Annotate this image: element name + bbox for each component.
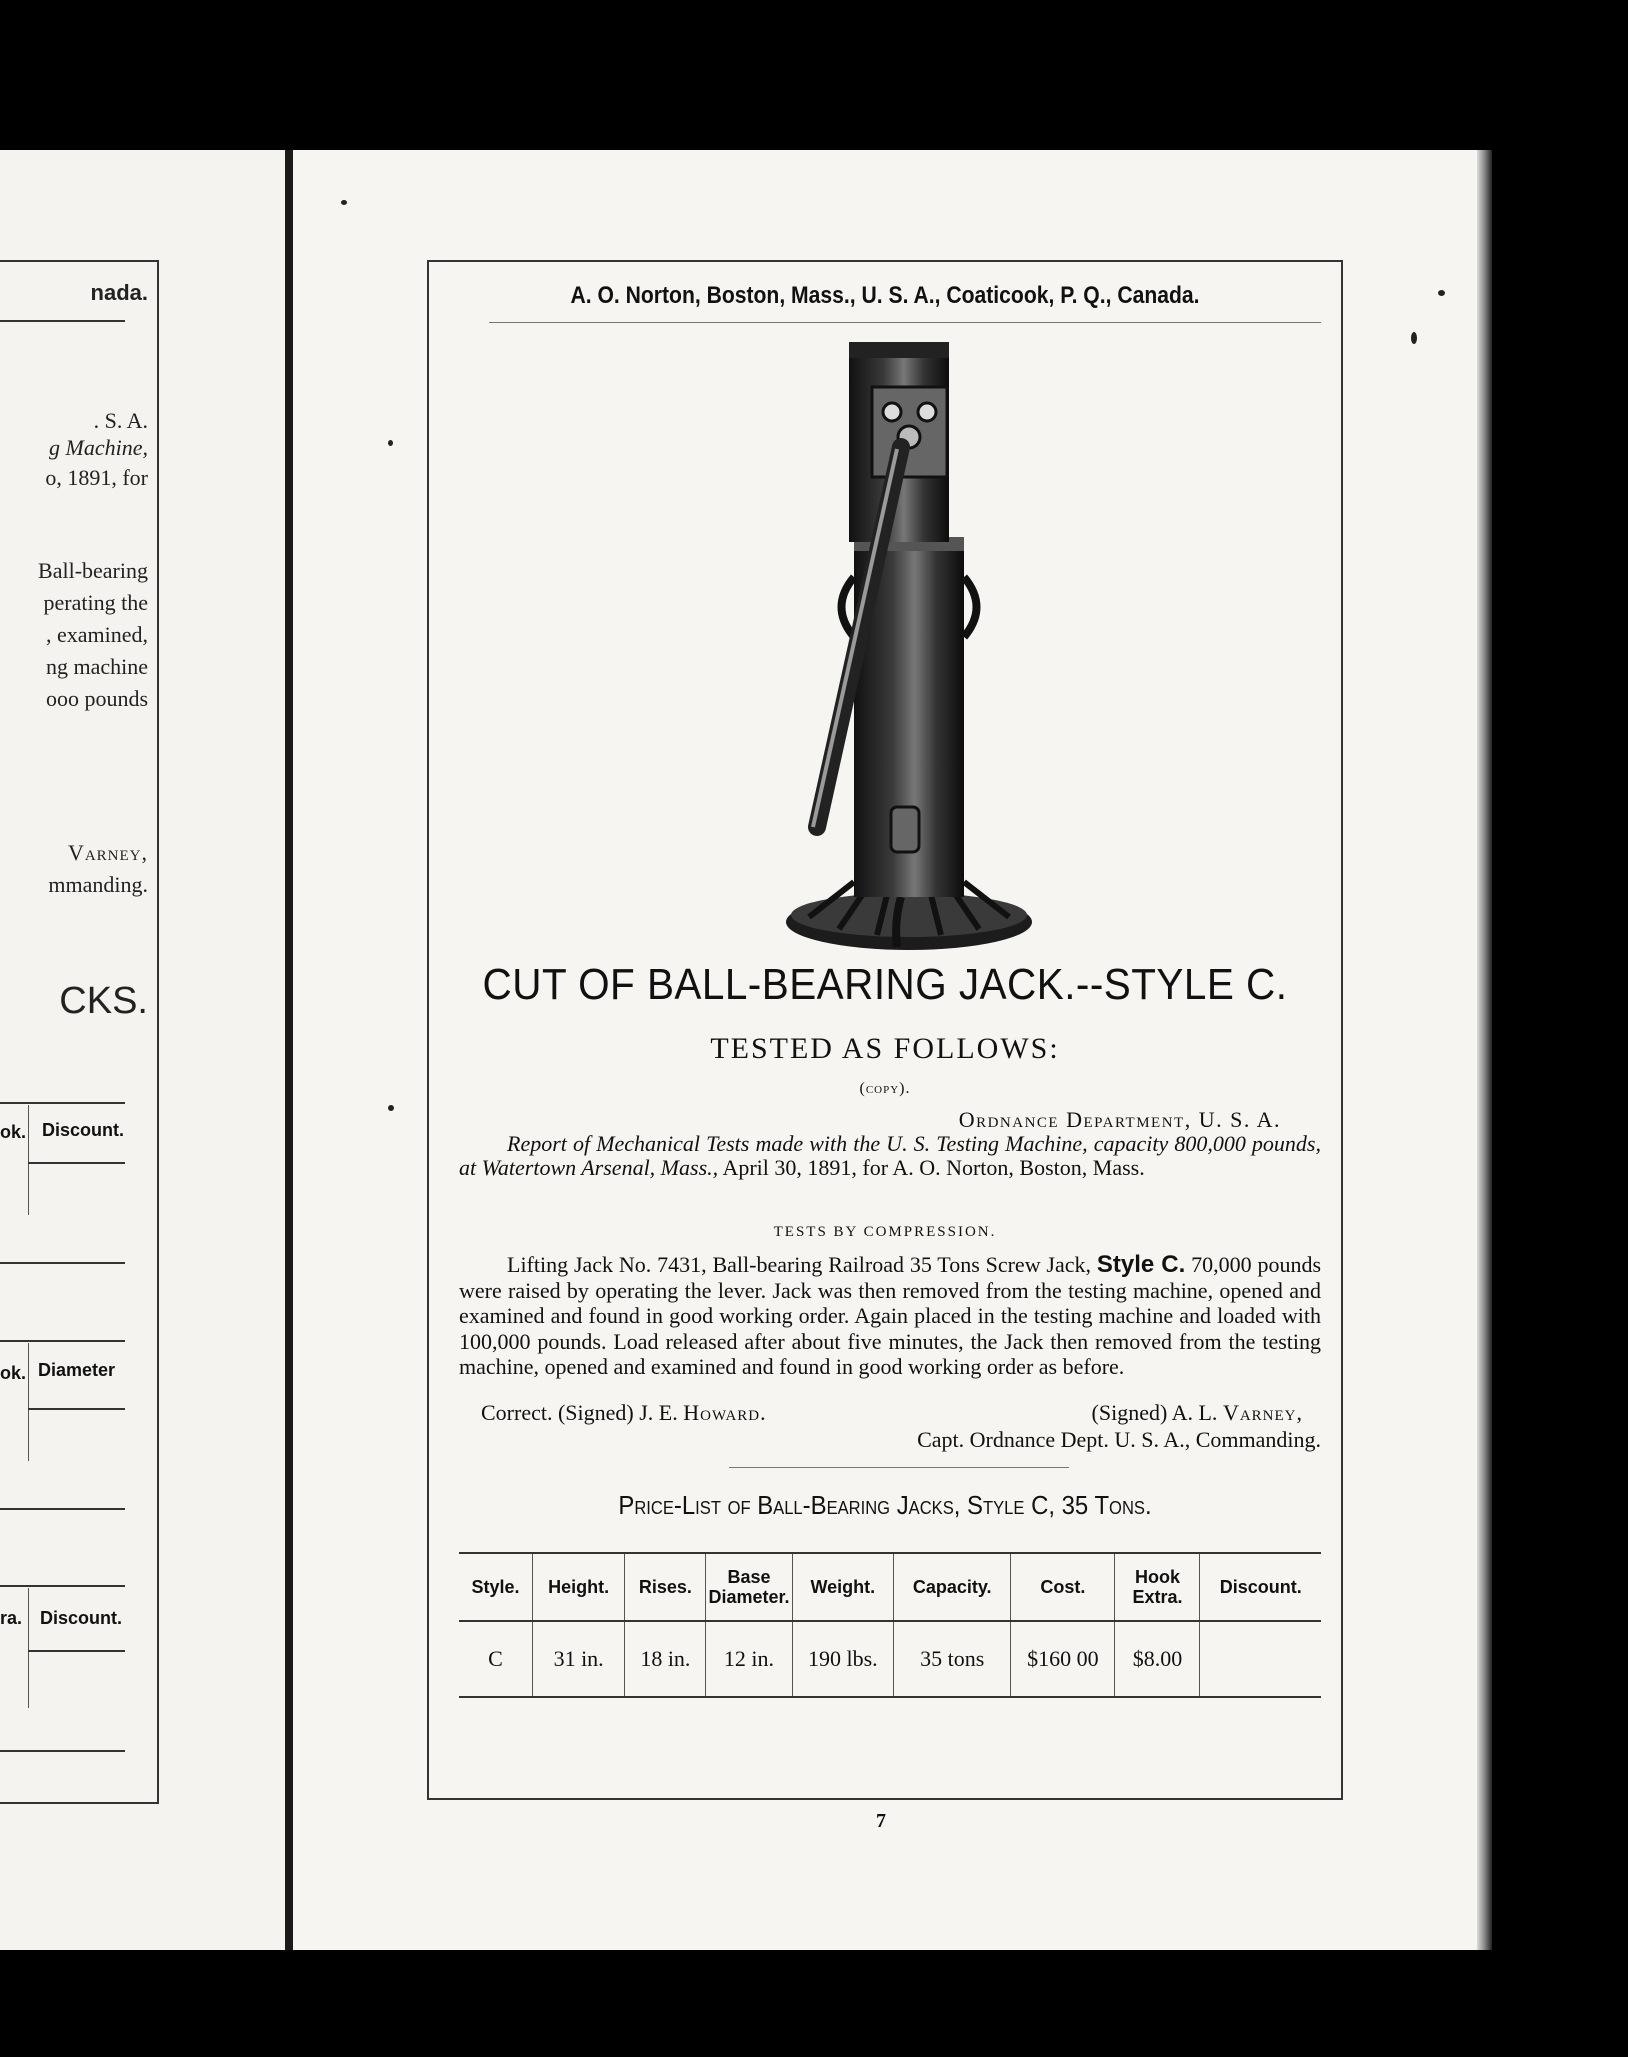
cell-rises: 18 in. bbox=[625, 1621, 706, 1697]
signed-name: Varney, bbox=[1222, 1400, 1303, 1425]
left-line: Ball-bearing bbox=[38, 558, 148, 583]
report-plain: April 30, 1891, for A. O. Norton, Boston, Mass. bbox=[722, 1155, 1145, 1180]
left-page bbox=[0, 150, 285, 1950]
left-line: , examined, bbox=[45, 622, 148, 647]
cell-base-diameter: 12 in. bbox=[706, 1621, 792, 1697]
left-line: o, 1891, for bbox=[45, 465, 148, 490]
col-height: Height. bbox=[532, 1553, 624, 1621]
left-table3-col: Discount. bbox=[40, 1608, 123, 1628]
left-table1-bottom bbox=[0, 1262, 125, 1264]
left-table2-col: Diameter bbox=[38, 1360, 116, 1380]
left-table1-divider bbox=[28, 1105, 29, 1215]
cell-discount bbox=[1200, 1621, 1321, 1697]
left-page-frame bbox=[0, 260, 159, 1804]
correct-prefix: Correct. (Signed) J. E. bbox=[481, 1400, 678, 1425]
price-list-title: Price-List of Ball-Bearing Jacks, Style C, 35 Tons. bbox=[618, 1490, 1152, 1520]
correct-name: Howard. bbox=[683, 1400, 767, 1425]
right-page bbox=[293, 150, 1492, 1950]
ordnance-department: Ordnance Department, U. S. A. bbox=[958, 1107, 1281, 1132]
left-line: g Machine, bbox=[49, 435, 148, 460]
page-number: 7 bbox=[876, 1810, 886, 1832]
page-header: A. O. Norton, Boston, Mass., U. S. A., Coaticook, P. Q., Canada. bbox=[570, 282, 1200, 309]
price-table-header bbox=[459, 1553, 1321, 1621]
left-line: ng machine bbox=[45, 654, 148, 679]
left-table1-headrule bbox=[28, 1162, 125, 1164]
cell-capacity: 35 tons bbox=[894, 1621, 1011, 1697]
left-table3-divider bbox=[28, 1588, 29, 1708]
cell-weight: 190 lbs. bbox=[792, 1621, 894, 1697]
book-gutter bbox=[285, 150, 293, 1950]
cell-height: 31 in. bbox=[532, 1621, 624, 1697]
test-paragraph bbox=[459, 1252, 1321, 1380]
left-table1-col: Discount. bbox=[42, 1120, 125, 1140]
left-table2-col: ok. bbox=[0, 1363, 27, 1383]
paper-speck bbox=[341, 200, 347, 205]
page-title: CUT OF BALL-BEARING JACK.--STYLE C. bbox=[482, 960, 1288, 1009]
left-line: perating the bbox=[43, 590, 148, 615]
left-line: ooo pounds bbox=[45, 686, 148, 711]
col-discount: Discount. bbox=[1200, 1553, 1321, 1621]
left-table3-top bbox=[0, 1585, 125, 1587]
test-body: 70,000 pounds were raised by operating the lever. Jack was then removed from the testing machine, opened and examined and found in good working order. Again placed in the testing machine and loaded with 100,000 pounds. Load released after about five minutes, the Jack then removed from the testing machine, opened and examined and found in good working order as before. bbox=[459, 1252, 1321, 1379]
left-table1-col: ok. bbox=[0, 1122, 27, 1142]
style-c-label: Style C. bbox=[1096, 1251, 1186, 1278]
cell-style: C bbox=[459, 1621, 532, 1697]
col-cost: Cost. bbox=[1011, 1553, 1115, 1621]
signed-signature bbox=[1092, 1400, 1303, 1426]
left-header-rule bbox=[0, 320, 125, 322]
page-subtitle: TESTED AS FOLLOWS: bbox=[710, 1032, 1060, 1065]
left-table2-divider bbox=[28, 1343, 29, 1461]
left-line: . S. A. bbox=[93, 408, 148, 433]
col-style: Style. bbox=[459, 1553, 532, 1621]
price-table bbox=[459, 1552, 1321, 1698]
copy-label: (copy). bbox=[859, 1080, 911, 1097]
page-edge bbox=[1477, 150, 1492, 1950]
report-paragraph bbox=[459, 1132, 1321, 1180]
col-rises: Rises. bbox=[625, 1553, 706, 1621]
signed-prefix: (Signed) A. L. bbox=[1091, 1400, 1218, 1425]
left-table3-bottom bbox=[0, 1750, 125, 1752]
col-base-diameter: Base Diameter. bbox=[706, 1553, 792, 1621]
test-intro: Lifting Jack No. 7431, Ball-bearing Railroad 35 Tons Screw Jack, bbox=[507, 1252, 1092, 1277]
left-table2-bottom bbox=[0, 1508, 125, 1510]
header-rule bbox=[489, 322, 1321, 323]
report-italic: Report of Mechanical Tests made with the U. S. Testing Machine, capacity 800,000 pounds, at Watertown Arsenal, Mass., bbox=[459, 1131, 1321, 1180]
tests-heading: TESTS BY COMPRESSION. bbox=[773, 1224, 997, 1240]
paper-speck bbox=[1411, 332, 1417, 344]
cell-hook-extra: $8.00 bbox=[1115, 1621, 1200, 1697]
cell-cost: $160 00 bbox=[1011, 1621, 1115, 1697]
captain-line: Capt. Ordnance Dept. U. S. A., Commanding. bbox=[917, 1427, 1321, 1452]
section-divider bbox=[729, 1467, 1069, 1468]
paper-speck bbox=[388, 440, 393, 446]
col-weight: Weight. bbox=[792, 1553, 894, 1621]
col-hook-extra: Hook Extra. bbox=[1115, 1553, 1200, 1621]
left-table3-headrule bbox=[28, 1650, 125, 1652]
paper-speck bbox=[1438, 290, 1445, 296]
left-table1-top bbox=[0, 1102, 125, 1104]
paper-speck bbox=[388, 1105, 394, 1111]
left-header: nada. bbox=[90, 280, 148, 305]
col-capacity: Capacity. bbox=[894, 1553, 1011, 1621]
left-table2-top bbox=[0, 1340, 125, 1342]
left-line: Varney, bbox=[67, 840, 148, 865]
correct-signature bbox=[481, 1400, 767, 1426]
left-table3-col: ra. bbox=[0, 1608, 23, 1628]
left-heading: CKS. bbox=[59, 980, 148, 1022]
jack-illustration bbox=[779, 337, 1039, 957]
table-row bbox=[459, 1621, 1321, 1697]
left-line: mmanding. bbox=[48, 872, 148, 897]
page-frame bbox=[427, 260, 1343, 1800]
left-table2-headrule bbox=[28, 1408, 125, 1410]
